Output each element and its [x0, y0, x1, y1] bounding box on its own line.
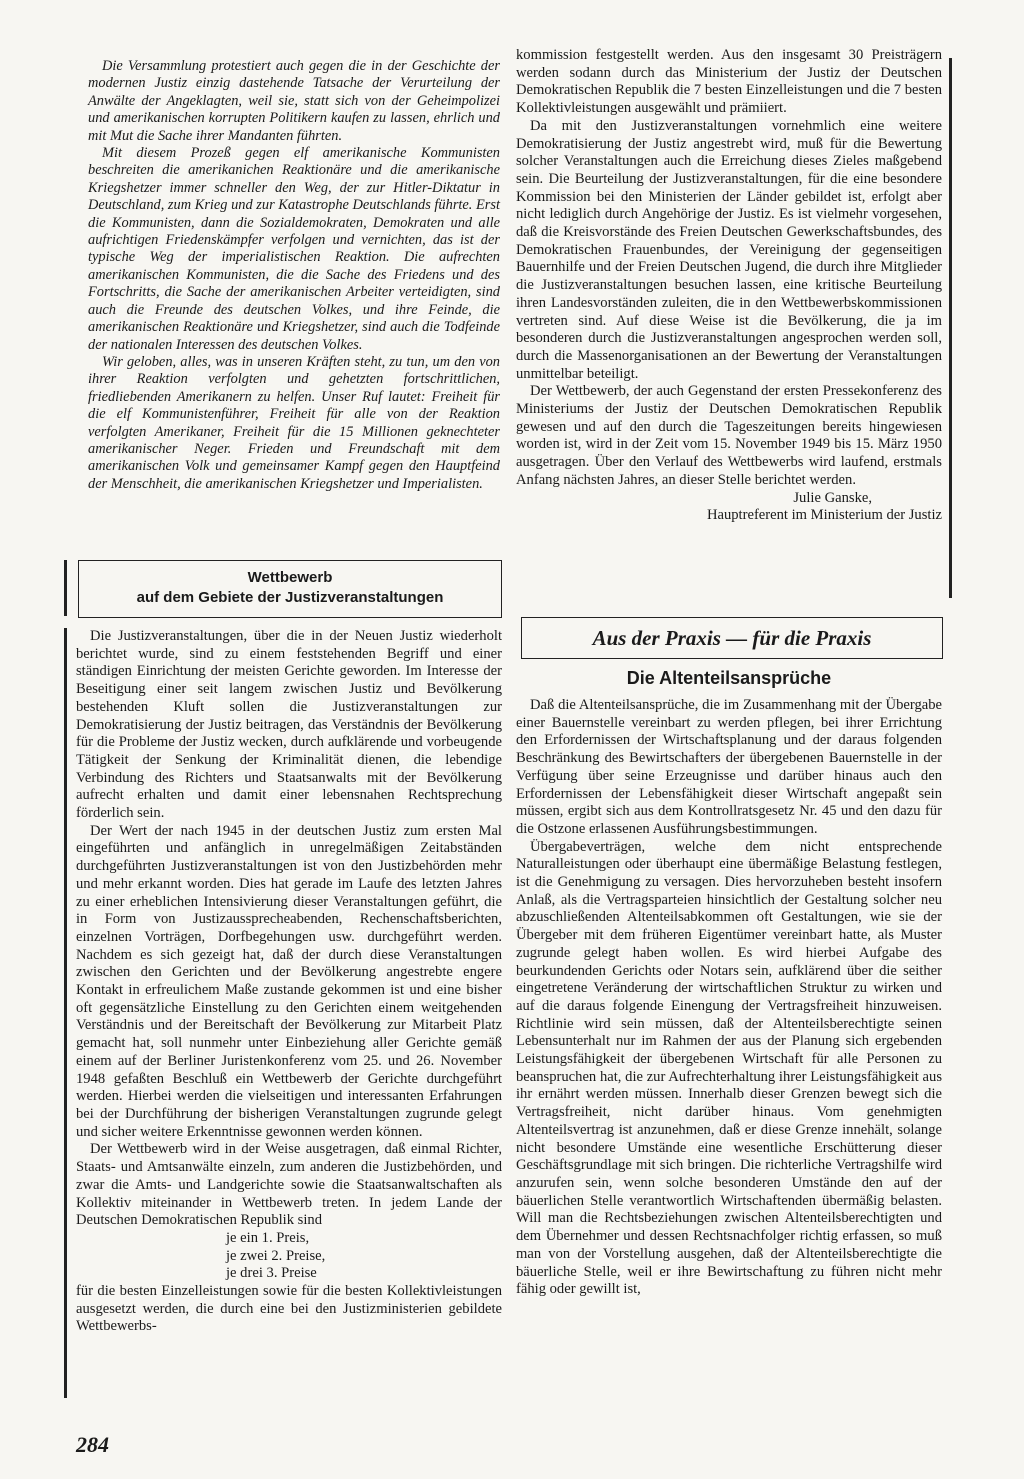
body-paragraph: Der Wert der nach 1945 in der deutschen Justiz zum ersten Mal eingeführten und anfänglich in unregelmäßigen Zeitabständen durchgeführten Justizveranstaltungen ist von den Justizbehörden mehr und mehr erkannt worden. Dies hat gerade im Laufe des letzten Jahres zu einer erheblichen Intensivierung dieser Veranstaltungen geführt, die in Form von Justizaussprecheabenden, Rechenschaftsberichten, einzelnen Vorträgen, Dorfbegehungen usw. durchgeführt werden. Nachdem es sich gezeigt hat, daß der durch diese Veranstaltungen zwischen den Gerichten und der Bevölkerung angestrebte engere Kontakt in erfreulichem Maße zustande gekommen ist und eine bisher oft gegensätzliche Einstellung zu den Gerichten einem weitgehenden Verständnis und der Bereitschaft der Bevölkerung zur Mitarbeit Platz gemacht hat, soll nunmehr unter Einbeziehung aller Gerichte gemäß einem auf der Berliner Juristenkonferenz vom 25. und 26. November 1948 gefaßten Beschluß ein Wettbewerb der Gerichte durchgeführt werden. Hierbei werden die vielseitigen und interessanten Erfahrungen bei der Durchführung der bisherigen Veranstaltungen zugrunde gelegt und sicher weitere Erkenntnisse gewonnen werden können. [76, 822, 502, 1140]
quote-paragraph: Die Versammlung protestiert auch gegen die in der Geschichte der modernen Justiz einzig dastehende Tatsache der Verurteilung der Anwälte der Angeklagten, weil sie, statt sich von der Geheimpolizei und amerikanischen korrupten Politikern kaufen zu lassen, ehrlich und mit Mut die Sache ihrer Mandanten führten. [88, 58, 500, 144]
body-paragraph: Daß die Altenteilsansprüche, die im Zusammenhang mit der Übergabe einer Bauernstelle vereinbart zu werden pflegen, bei ihrer Errichtung den Erfordernissen der Wirtschaftsplanung und der daraus folgenden Beschränkung des Bewirtschafters der übergebenen Bauernstelle in der Verfügung über seine Erzeugnisse und darüber hinaus auch den Erfordernissen der Lebensfähigkeit dieser Wirtschaft angepaßt sein müssen, ergibt sich aus dem Kontrollratsgesetz Nr. 45 und den dazu für die Ostzone erlassenen Ausführungsbestimmungen. [516, 697, 942, 837]
resolution-quote [88, 58, 500, 493]
signature-title: Hauptreferent im Ministerium der Justiz [706, 507, 942, 524]
prize-item: je zwei 2. Preise, [226, 1247, 326, 1264]
left-rule [64, 628, 67, 1398]
altenteil-article [516, 697, 942, 1299]
wettbewerb-article [76, 628, 502, 1336]
rubric-title: Aus der Praxis — für die Praxis [592, 626, 872, 650]
body-paragraph: Der Wettbewerb wird in der Weise ausgetragen, daß einmal Richter, Staats- und Amtsanwälte einzeln, zum anderen die Justizbehörden, und zwar die Amts- und Landgerichte sowie die Staatsanwaltschaften als Kollektiv miteinander in Wettbewerb treten. In jedem Lande der Deutschen Demokratischen Republik sind [76, 1141, 502, 1229]
quote-paragraph: Mit diesem Prozeß gegen elf amerikanische Kommunisten beschreiten die amerikanichen Reaktionäre und die amerikanische Kriegshetzer immer schneller den Weg, der zur Hitler-Diktatur in Deutschland, zum Krieg und zur Katastrophe Deutschlands führte. Erst die Kommunisten, dann die Sozialdemokraten, Demokraten und alle aufrichtigen Friedenskämpfer verfolgen und vernichten, das ist der typische Weg der imperialistischen Reaktion. Die aufrechten amerikanischen Kommunisten, die die Sache des Friedens und des Fortschritts, die Sache der amerikanischen Arbeiter verteidigten, sind auch die Freunde des deutschen Volkes, und ihre Feinde, die amerikanischen Reaktionäre und Kriegshetzer, sind auch die Todfeinde der nationalen Interessen des deutschen Volkes. [88, 145, 500, 353]
quote-paragraph: Wir geloben, alles, was in unseren Kräften steht, zu tun, um den von ihrer Reaktion verfolgten und gehetzten fortschrittlichen, friedliebenden Amerikanern zu helfen. Unser Ruf lautet: Freiheit für die elf Kommunistenführer, Freiheit für alle von der Reaktion verfolgten Amerikaner, Freiheit für die 15 Millionen geknechteter amerikanischer Neger. Frieden und Freundschaft mit dem amerikanischen Volk und gemeinsamer Kampf gegen den Hauptfeind der Menschheit, die amerikanischen Kriegshetzer und Imperialisten. [88, 353, 500, 492]
page-number: 284 [76, 1432, 109, 1457]
right-rule [949, 58, 952, 598]
section-title-box [78, 560, 502, 618]
body-paragraph: kommission festgestellt werden. Aus den insgesamt 30 Preisträgern werden sodann durch das Ministerium der Justiz der Deutschen Demokratischen Republik die 7 besten Einzelleistungen und die 7 besten Kollektivleistungen ausgewählt und prämiiert. [516, 47, 942, 117]
body-paragraph: Die Justizveranstaltungen, über die in der Neuen Justiz wiederholt berichtet wurde, sind zu einem feststehenden Begriff und einer ständigen Einrichtung der meisten Gerichte geworden. Im Interesse der Beseitigung einer seit langem zwischen Justiz und Bevölkerung bestehenden Kluft sollen die Justizveranstaltungen zur Demokratisierung der Justiz beitragen, das Verständnis der Bevölkerung für die Probleme der Justiz wecken, durch aufklärende und vorbeugende Tätigkeit der Senkung der Kriminalität dienen, die lebendige Verbindung des Richters und Staatsanwalts mit der Bevölkerung aufrecht erhalten und damit einer lebensnahen Rechtsprechung förderlich sein. [76, 628, 502, 822]
prize-item: je ein 1. Preis, [226, 1229, 310, 1246]
body-paragraph: Da mit den Justizveranstaltungen vornehmlich eine weitere Demokratisierung der Justiz angestrebt wird, muß für die Bewertung solcher Veranstaltungen auch die Erreichung dieses Zieles maßgebend sein. Die Beurteilung der Justizveranstaltungen, für die eine besondere Kommission bei den Ministerien der Länder gebildet ist, erfolgt aber nicht lediglich durch Angehörige der Justiz. Es ist vielmehr vorgesehen, daß die Kreisvorstände des Freien Deutschen Gewerkschaftsbundes, des Demokratischen Frauenbundes, der Vereinigung der gegenseitigen Bauernhilfe und der Freien Deutschen Jugend, die durch ihre Mitglieder die Justizveranstaltungen besuchen lassen, eine kritische Beurteilung ihren Landesvorständen zuleiten, die in den Wettbewerbskommissionen vertreten sind. Auf diese Weise ist die Bevölkerung, die ja im besonderen durch die Justizveranstaltungen angesprochen werden soll, durch die Massenorganisationen an der Bewertung der Veranstaltungen unmittelbar beteiligt. [516, 117, 942, 382]
body-paragraph: für die besten Einzelleistungen sowie für die besten Kollektivleistungen ausgesetzt werden, die durch eine bei den Justizministerien gebildete Wettbewerbs- [76, 1283, 502, 1335]
wettbewerb-continued [516, 47, 942, 525]
section-title-line1: Wettbewerb [247, 569, 333, 586]
body-paragraph: Der Wettbewerb, der auch Gegenstand der ersten Pressekonferenz des Ministeriums der Justiz der Deutschen Demokratischen Republik gewesen und auf den durch die Tageszeitungen bereits hingewiesen worden ist, wird in der Zeit vom 15. November 1949 bis 15. März 1950 ausgetragen. Über den Verlauf des Wettbewerbs wird laufend, erstmals Anfang nächsten Jahres, an dieser Stelle berichtet werden. [516, 383, 942, 488]
section-title-line2: auf dem Gebiete der Justizveranstaltungen [136, 589, 444, 606]
prize-list [76, 1230, 502, 1283]
left-rule [64, 560, 67, 616]
article-title: Die Altenteilsansprüche [626, 668, 832, 688]
body-paragraph: Übergabeverträgen, welche dem nicht entsprechende Naturalleistungen oder überhaupt eine übermäßige Belastung festlegen, ist die Genehmigung zu versagen. Dies hervorzuheben besteht insofern Anlaß, als die Vertragsparteien hinsichtlich der Gestaltung solcher neu abzuschließenden Altenteilsabkommen oft Gestaltungen, wie sie der Übergeber mit dem früheren Eigentümer vereinbart hatte, als Muster zugrunde gelegt haben wollen. Es wird hierbei Aufgabe des beurkundenden Gerichts oder Notars sein, aufklärend über die seither eingetretene Veränderung der wirtschaftlichen Struktur zu wirken und auf die daraus folgende Einengung der Vertragsfreiheit hinzuweisen. Richtlinie wird sein müssen, daß der Altenteilsberechtigte seinen Lebensunterhalt nur im Rahmen der aus der Planung sich ergebenden Leistungsfähigkeit der übergebenen Wirtschaft für alle Personen zu beanspruchen hat, die zur Aufrechterhaltung ihrer Leistungsfähigkeit aus ihr ernährt werden müssen. Innerhalb dieser Grenzen bewegt sich die Vertragsfreiheit, nicht darüber hinaus. Vom genehmigten Altenteilsvertrag ist anzunehmen, daß er diese Grenze innehält, solange nicht besondere Umstände eine wesentliche Erschütterung dieser Geschäftsgrundlage mit sich bringen. Die richterliche Vertragshilfe wird anzurufen sein, wenn solche besonderen Umstände den auf der bäuerlichen Stelle verantwortlich Wirtschaftenden übermäßig belasten. Will man die Rechtsbeziehungen zwischen Altenteilsberechtigten und dem Übernehmer und dessen Rechtsnachfolger richtig erfassen, so muß man von der Vorstellung ausgehen, daß der Altenteilsberechtigte die bäuerliche Stelle, weil er ihre Bewirtschaftung zu führen nicht mehr fähig oder gewillt ist, [516, 838, 942, 1298]
prize-item: je drei 3. Preise [226, 1265, 317, 1282]
rubric-box [521, 617, 943, 659]
signature-name: Julie Ganske, [793, 489, 872, 506]
